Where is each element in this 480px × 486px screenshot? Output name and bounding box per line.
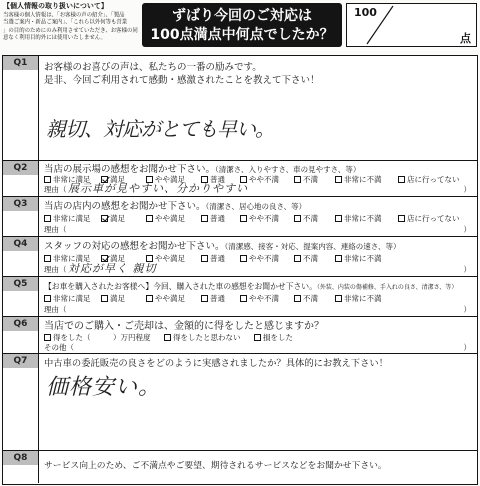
score-max-value: 100 <box>354 6 377 19</box>
q5-option-neutral[interactable] <box>201 294 225 304</box>
option-label: やや満足 <box>155 254 185 263</box>
option-label: 非常に不満 <box>344 294 382 303</box>
checkbox[interactable] <box>240 215 247 222</box>
q5-option-somewhat-dissatisfied[interactable] <box>240 294 279 304</box>
question-number: Q6 <box>3 317 38 331</box>
question-text <box>44 241 400 252</box>
checkbox[interactable] <box>44 255 51 262</box>
question-note: （清潔さ、居心地の良さ、等） <box>205 202 307 211</box>
question-number: Q7 <box>3 354 38 368</box>
question-number: Q2 <box>3 161 38 175</box>
question-text: 中古車の委託販売の良さをどのように実感されましたか？具体的にお教え下さい！ <box>44 358 388 369</box>
option-label: 得をしたと思わない <box>173 333 241 342</box>
question-number-cell <box>3 56 39 160</box>
option-label: 普通 <box>210 175 225 184</box>
checkbox[interactable] <box>294 215 301 222</box>
q5-option-dissatisfied[interactable] <box>294 294 318 304</box>
question-body <box>44 237 473 276</box>
question-text: お客様のお喜びの声は、私たちの一番の励みです。 <box>44 62 262 73</box>
question-number: Q3 <box>3 197 38 211</box>
question-note: （清潔さ、入りやすさ、車の見やすさ、等） <box>215 165 361 174</box>
question-number-cell <box>3 237 39 276</box>
checkbox[interactable] <box>201 295 208 302</box>
q3-option-neutral[interactable] <box>201 214 225 224</box>
option-label: 満足 <box>110 175 125 184</box>
option-label: 非常に満足 <box>53 175 91 184</box>
option-label: 非常に満足 <box>53 294 91 303</box>
option-label: やや不満 <box>249 214 279 223</box>
privacy-title: 【個人情報の取り扱いについて】 <box>3 2 108 10</box>
checkbox[interactable] <box>101 295 108 302</box>
q4-option-dissatisfied[interactable] <box>294 254 318 264</box>
option-label: やや不満 <box>249 175 279 184</box>
question-number: Q8 <box>3 451 38 465</box>
q3-option-dissatisfied[interactable] <box>294 214 318 224</box>
checkbox[interactable] <box>335 255 342 262</box>
question-number: Q4 <box>3 237 38 251</box>
question-main: 当店の展示場の感想をお聞かせ下さい。 <box>44 164 216 175</box>
checkbox[interactable] <box>164 334 171 341</box>
reason-field[interactable] <box>44 264 473 276</box>
question-number-cell <box>3 354 39 450</box>
option-label: やや満足 <box>155 294 185 303</box>
privacy-line: 」の目的のためにのみ利用させていただき、お客様の同 <box>3 27 138 34</box>
option-label: 普通 <box>210 214 225 223</box>
option-label: 損をした <box>263 333 293 342</box>
option-label: やや満足 <box>155 214 185 223</box>
question-row-q4 <box>3 236 477 276</box>
question-text: 当店でのご購入・ご売却は、金額的に得をしたと感じますか？ <box>44 321 324 332</box>
option-label: やや不満 <box>249 294 279 303</box>
reason-handwritten[interactable]: 対応が早く 親切 <box>68 262 157 275</box>
rating-options <box>44 214 473 224</box>
handwritten-answer[interactable]: 価格安い。 <box>46 375 162 400</box>
checkbox[interactable] <box>201 215 208 222</box>
q5-option-very-dissatisfied[interactable] <box>335 294 382 304</box>
checkbox[interactable] <box>146 255 153 262</box>
reason-close-paren: ） <box>463 225 471 234</box>
checkbox[interactable] <box>240 295 247 302</box>
question-number-cell <box>3 161 39 196</box>
score-unit: 点 <box>460 32 471 45</box>
reason-label: 理由（ <box>44 265 67 274</box>
option-label: 満足 <box>110 214 125 223</box>
question-row-q3 <box>3 196 477 236</box>
q3-option-somewhat-dissatisfied[interactable] <box>240 214 279 224</box>
option-label: 満足 <box>110 294 125 303</box>
reason-label: 理由（ <box>44 225 67 234</box>
checkbox[interactable] <box>294 295 301 302</box>
question-row-q5 <box>3 276 477 316</box>
q3-option-very-dissatisfied[interactable] <box>335 214 382 224</box>
option-label: 非常に不満 <box>344 254 382 263</box>
checkbox[interactable] <box>254 334 261 341</box>
q4-option-very-dissatisfied[interactable] <box>335 254 382 264</box>
question-row-q8 <box>3 450 477 483</box>
question-main: スタッフの対応の感想をお聞かせ下さい。 <box>44 241 225 252</box>
option-label: 不満 <box>303 294 318 303</box>
q3-option-satisfied[interactable] <box>101 214 125 224</box>
reason-label: 理由（ <box>44 305 67 314</box>
question-body <box>44 354 473 450</box>
question-row-q6 <box>3 316 477 353</box>
option-label: 満足 <box>110 254 125 263</box>
option-label: やや不満 <box>249 254 279 263</box>
question-number-cell <box>3 197 39 236</box>
handwritten-answer[interactable]: 親切、対応がとても早い。 <box>46 117 274 141</box>
option-label: 非常に満足 <box>53 214 91 223</box>
checkbox[interactable] <box>44 295 51 302</box>
question-number: Q5 <box>3 277 38 291</box>
question-row-q2 <box>3 160 477 196</box>
option-label: 不満 <box>303 214 318 223</box>
privacy-line: 当客様の個人情報は、「お客様の声の紹介」、「製品 <box>3 12 125 19</box>
question-row-q1 <box>3 56 477 160</box>
privacy-notice <box>3 2 139 49</box>
score-question-banner <box>142 3 342 47</box>
question-number: Q1 <box>3 56 38 70</box>
checkbox[interactable] <box>335 215 342 222</box>
question-text <box>44 164 360 175</box>
question-body <box>44 277 473 316</box>
q3-option-not-visited[interactable] <box>398 214 460 224</box>
reason-close-paren: ） <box>463 305 471 314</box>
checkbox[interactable] <box>101 255 108 262</box>
checkbox[interactable] <box>294 176 301 183</box>
checkbox[interactable] <box>101 215 108 222</box>
option-label: 不満 <box>303 175 318 184</box>
q3-option-very-satisfied[interactable] <box>44 214 91 224</box>
privacy-text <box>3 12 138 42</box>
question-text: サービス向上のため、ご不満点やご要望、期待されるサービスなどをお聞かせ下さい。 <box>44 461 387 471</box>
reason-field[interactable] <box>44 304 473 316</box>
option-label: 非常に満足 <box>53 254 91 263</box>
option-label: やや満足 <box>155 175 185 184</box>
question-note: （外装、内装の傷補修、手入れの良さ、清潔さ、等） <box>316 284 458 291</box>
checkbox[interactable] <box>398 215 405 222</box>
q3-option-somewhat-satisfied[interactable] <box>146 214 185 224</box>
checkbox[interactable] <box>44 334 51 341</box>
option-label: 非常に不満 <box>344 214 382 223</box>
checkbox[interactable] <box>146 295 153 302</box>
question-note: （清潔感、接客・対応、提案内容、連絡の速さ、等） <box>224 242 401 251</box>
reason-field[interactable] <box>44 224 473 236</box>
privacy-line: 意なく利用目的外には使用いたしません。 <box>3 34 106 41</box>
checkbox[interactable] <box>44 176 51 183</box>
question-body <box>44 56 473 160</box>
checkbox[interactable] <box>240 255 247 262</box>
score-field[interactable] <box>346 3 477 47</box>
question-body <box>44 161 473 196</box>
reason-field[interactable] <box>44 184 473 196</box>
q4-option-somewhat-dissatisfied[interactable] <box>240 254 279 264</box>
option-label: 店に行ってない <box>407 214 460 223</box>
question-main: 当店の店内の感想をお聞かせ下さい。 <box>44 201 206 212</box>
checkbox[interactable] <box>398 176 405 183</box>
banner-line-2: 100点満点中何点でしたか？ <box>150 27 334 43</box>
other-label: その他（ <box>44 343 74 352</box>
survey-form <box>2 55 478 485</box>
checkbox[interactable] <box>201 255 208 262</box>
checkbox[interactable] <box>146 215 153 222</box>
option-label: 不満 <box>303 254 318 263</box>
q5-option-somewhat-satisfied[interactable] <box>146 294 185 304</box>
option-label: 普通 <box>210 254 225 263</box>
question-text <box>44 201 306 212</box>
question-body <box>44 197 473 236</box>
reason-label: 理由（ <box>44 185 67 194</box>
reason-close-paren: ） <box>463 265 471 274</box>
question-body[interactable] <box>44 451 473 483</box>
score-slash-divider <box>347 4 475 45</box>
banner-line-1: ずばり今回のご対応は <box>172 8 312 24</box>
option-label: 非常に不満 <box>344 175 382 184</box>
other-field[interactable] <box>44 342 473 353</box>
rating-options <box>44 294 473 304</box>
q4-option-neutral[interactable] <box>201 254 225 264</box>
question-main: 【お車を購入されたお客様へ】今回、購入された車の感想をお聞かせ下さい。 <box>44 282 317 291</box>
checkbox[interactable] <box>44 215 51 222</box>
reason-close-paren: ） <box>463 185 471 194</box>
question-text <box>44 281 457 293</box>
other-close-paren: ） <box>463 343 471 352</box>
question-number-cell <box>3 317 39 353</box>
question-body <box>44 317 473 353</box>
q5-option-very-satisfied[interactable] <box>44 294 91 304</box>
reason-handwritten[interactable]: 展示車が見やすい、分かりやすい <box>68 182 248 195</box>
q5-option-satisfied[interactable] <box>101 294 125 304</box>
checkbox[interactable] <box>294 255 301 262</box>
checkbox[interactable] <box>335 176 342 183</box>
option-label: 普通 <box>210 294 225 303</box>
question-row-q7 <box>3 353 477 450</box>
option-label: 店に行ってない <box>407 175 460 184</box>
question-text: 是非、今回ご利用されて感動・感激されたことを教えて下さい！ <box>44 75 320 86</box>
checkbox[interactable] <box>335 295 342 302</box>
question-number-cell <box>3 451 39 483</box>
option-label: 得をした（ ）万円程度 <box>53 333 151 342</box>
privacy-line: 当選ご案内・新品ご案内」、「これら以外何等も営業 <box>3 19 128 26</box>
question-number-cell <box>3 277 39 316</box>
